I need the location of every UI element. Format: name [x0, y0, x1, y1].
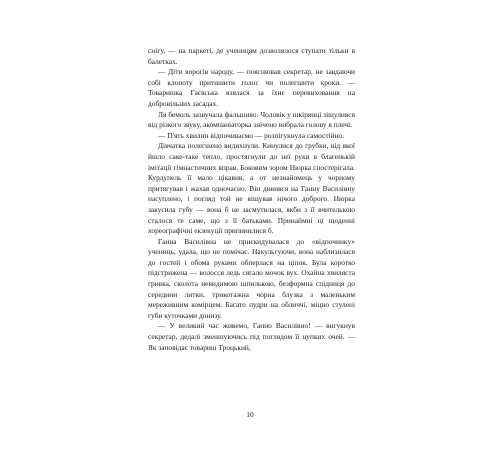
- paragraph-7: — У великий час живемо, Ганно Василівно! — вигукнув секретар, дедалі зменшуючись під поглядом її цупких очей. — Як заповідає товариш Троцький,: [148, 321, 355, 352]
- body-text: [148, 46, 355, 353]
- paragraph-2: — Діти ворогів народу, — пояснював секретар, не завдаючи собі клопоту притишити голос чи полегшити кроки. — Товаришка Гаєвська взялася за їхнє перевиховання на добровільних засадах.: [148, 67, 355, 108]
- paragraph-1: снігу, — на паркеті, де ученицям дозволялося ступати тільки в балетках.: [148, 46, 355, 66]
- page-number: 10: [246, 410, 254, 419]
- paragraph-4: — П'ять хвилин відпочиваємо — розпігукнула самостійно.: [158, 130, 345, 140]
- paragraph-3: Ля бемоль зазвучала фальшиво. Чоловік у шкірянці зіщулився від різкого звуку, акомпаніаторка знічено вибрала голову в плечі.: [148, 109, 355, 130]
- paragraph-6: Ганна Василівна не приєкидувалася до «відпочинку» учениць, удала, що не помічає. Накульгуючи, вона наблизилася до гостей і обома руками обперлася на ціпок. Була коротко підстрижена — волосся ледь сягало мочок вух. Охайна хвиляста гривка, сколота невидимою шпилькою, безформна спідниця до середини литки, трикотажна чорна блузка з маленьким мереживним комірцем. Багато пудри на обличчі, міцно стулені губи куточками донизу.: [148, 236, 355, 320]
- paragraph-5: Дівчатка полегшено видихнули. Кинулися до грубки, від якої йшло саке-таке тепло, простягнули до неї руки в благенькій імітації гімнастичних вправ. Боковим зором Нюрка спостерігала. Курдупель її мало цікавив, а от незнайомець у чорному притягував і жахав одночасно. Він дивився на Ганну Василівну насуплено, і погляд той не віщував нічого доброго. Нюрка закусила губу — вона б не засмутилася, якби з її вчителькою сталося те саме, що з її батьками. Принаймні ці щоденні хореографічні екзекуції припинилися б.: [148, 141, 355, 236]
